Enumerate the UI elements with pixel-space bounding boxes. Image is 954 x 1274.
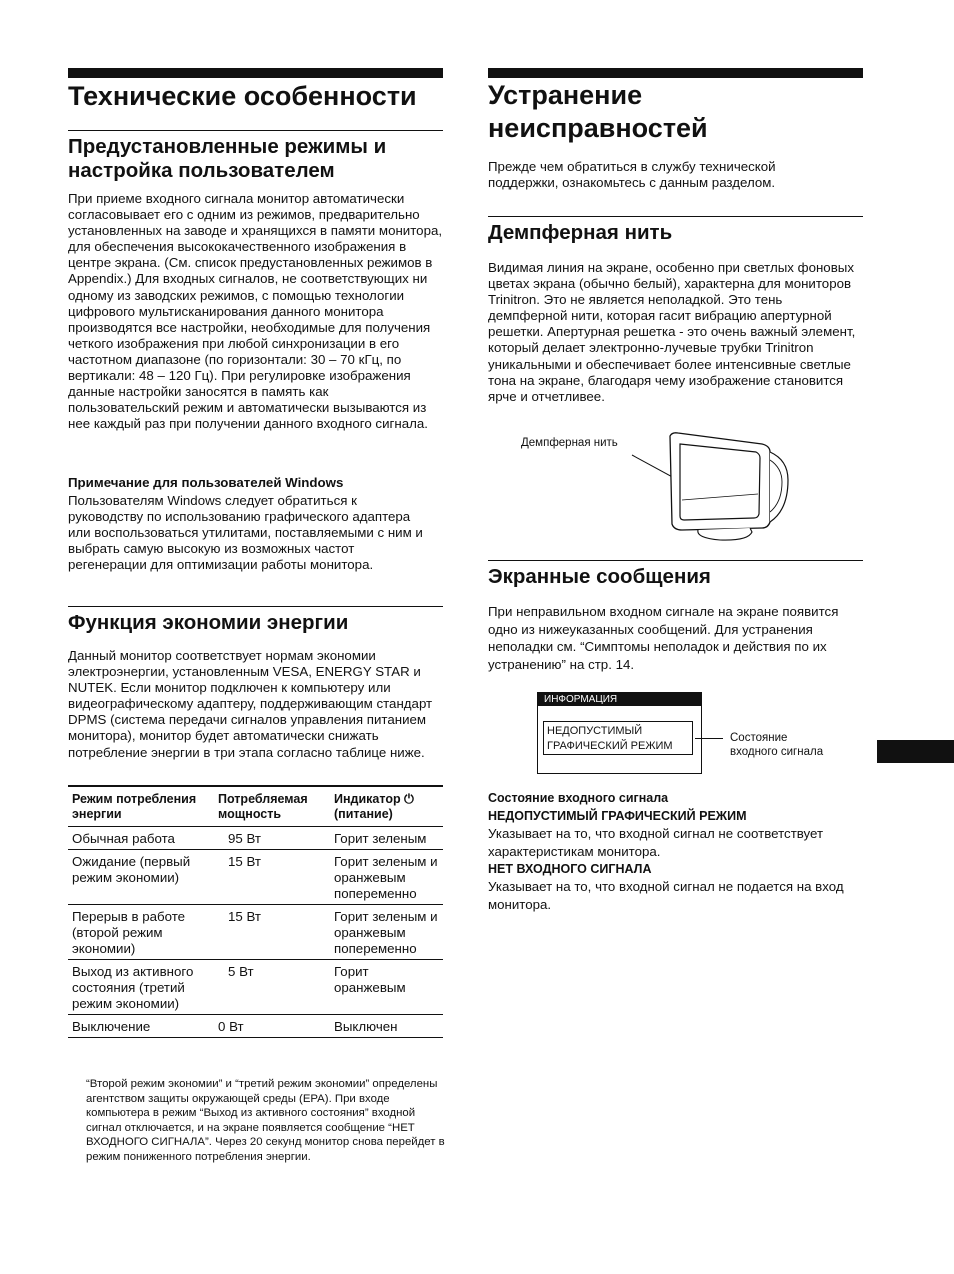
table-row <box>68 850 443 905</box>
windows-note-title: Примечание для пользователей Windows <box>68 475 344 490</box>
table-cell: 5 Вт <box>228 964 254 979</box>
damper-body: Видимая линия на экране, особенно при светлых фоновых цветах экрана (обычно белый), характерна для мониторов Trinitron. Это не является неполадкой. Это тень демпферной нити, которая гасит вибрацию апертурной решетки. Апертурная решетка - это очень важный элемент, который делает электронно-лучевые трубки Trinitron уникальными и обеспечивает более интенсивные светлые тона на экране, благодаря чему изображение становится ярче и отчетливее. <box>488 260 856 404</box>
damper-heading: Демпферная нить <box>488 221 673 244</box>
table-cell: Выход из активного состояния (третий режим экономии) <box>72 964 194 1011</box>
section-divider <box>488 560 863 561</box>
table-header-row <box>68 786 443 827</box>
table-cell: Обычная работа <box>72 831 175 846</box>
page-title-tech-features: Технические особенности <box>68 81 417 111</box>
section-divider <box>488 216 863 217</box>
messages-body: При неправильном входном сигнале на экране появится одно из нижеуказанных сообщений. Для устранения неполадки см. “Симптомы неполадок и действия по их устранению” на стр. 14. <box>488 604 839 672</box>
table-cell: Перерыв в работе (второй режим экономии) <box>72 909 186 956</box>
damper-figure-label: Демпферная нить <box>521 437 618 449</box>
table-cell: Горит оранжевым <box>334 964 406 995</box>
table-cell: 15 Вт <box>228 854 262 869</box>
table-header-indicator: Индикатор ⏻ (питание) <box>334 792 414 821</box>
messages-heading: Экранные сообщения <box>488 565 711 588</box>
power-heading: Функция экономии энергии <box>68 611 349 634</box>
right-title-bar <box>488 68 863 78</box>
no-signal-body: Указывает на то, что входной сигнал не подается на вход монитора. <box>488 879 844 912</box>
table-cell: 95 Вт <box>228 831 262 846</box>
table-cell: Выключен <box>334 1019 398 1034</box>
table-cell: Горит зеленым и оранжевым попеременно <box>334 854 438 901</box>
table-header-power: Потребляемая мощность <box>218 792 308 821</box>
table-cell: Горит зеленым и оранжевым попеременно <box>334 909 438 956</box>
page-title-troubleshooting: Устранение неисправностей <box>488 80 708 143</box>
table-row <box>68 1015 443 1038</box>
power-body: Данный монитор соответствует нормам экономии электроэнергии, установленным VESA, ENERGY STAR и NUTEK. Если монитор подключен к компьютеру или видеографическому адаптеру, поддерживающим стандарт DPMS (система передачи сигналов управления питанием монитора), монитор будет автоматически снижать потребление энергии в три этапа согласно таблице ниже. <box>68 648 433 760</box>
left-title-bar <box>68 68 443 78</box>
osd-callout-label <box>730 731 823 759</box>
page-edge-tab <box>877 740 954 763</box>
table-row <box>68 827 443 850</box>
table-cell: 15 Вт <box>228 909 262 924</box>
osd-message-frame <box>543 721 693 755</box>
section-divider <box>68 606 443 607</box>
preset-heading: Предустановленные режимы и настройка пользователем <box>68 135 387 182</box>
invalid-mode-title: НЕДОПУСТИМЫЙ ГРАФИЧЕСКИЙ РЕЖИМ <box>488 809 747 823</box>
table-cell: Горит зеленым <box>334 831 427 846</box>
no-signal-title: НЕТ ВХОДНОГО СИГНАЛА <box>488 862 652 876</box>
table-row <box>68 960 443 1015</box>
signal-state-title: Состояние входного сигнала <box>488 791 669 805</box>
table-cell: 0 Вт <box>218 1019 244 1034</box>
osd-message-box <box>537 692 702 774</box>
osd-callout-line1: Состояние <box>730 732 788 744</box>
epa-footnote: “Второй режим экономии” и “третий режим экономии” определены агентством защиты окружающей среды (EPA). При входе компьютера в режим “Выход из активного состояния” входной сигнал отключается, и на экране появляется сообщение “НЕТ ВХОДНОГО СИГНАЛА”. Через 20 секунд монитор снова перейдет в режим пониженного потребления энергии. <box>86 1078 445 1163</box>
table-cell: Ожидание (первый режим экономии) <box>72 854 191 885</box>
power-modes-table <box>68 785 443 1038</box>
invalid-mode-body: Указывает на то, что входной сигнал не соответствует характеристикам монитора. <box>488 826 824 859</box>
osd-line-2: ГРАФИЧЕСКИЙ РЕЖИМ <box>547 740 673 752</box>
osd-callout-line2: входного сигнала <box>730 746 824 758</box>
section-divider <box>68 130 443 131</box>
osd-line-1: НЕДОПУСТИМЫЙ <box>547 725 643 737</box>
monitor-illustration <box>620 430 795 542</box>
preset-body: При приеме входного сигнала монитор автоматически согласовывает его с одним из режимов, предварительно установленных на заводе и хранящихся в памяти монитора, для обеспечения высококачественного изображения в центре экрана. (См. список предустановленных режимов в Appendix.) Для входных сигналов, не соответствующих ни одному из заводских режимов, с помощью технологии цифрового мультисканирования данного монитора производятся все настройки, необходимые для получения четкого изображения при любой синхронизации в его частотном диапазоне (по горизонтали: 30 – 70 кГц, по вертикали: 48 – 120 Гц). При регулировке изображения данные настройки заносятся в память как пользовательский режим и автоматически вызываются из нее каждый раз при получении данного входного сигнала. <box>68 191 443 432</box>
osd-title-bar: ИНФОРМАЦИЯ <box>538 693 701 706</box>
table-header-mode: Режим потребления энергии <box>72 792 197 821</box>
troubleshooting-intro: Прежде чем обратиться в службу технической поддержки, ознакомьтесь с данным разделом. <box>488 159 776 191</box>
windows-note-body: Пользователям Windows следует обратиться к руководству по использованию графического адаптера или воспользоваться утилитами, поставляемыми с ним и выбрать самую высокую из возможных частот регенерации для оптимизации работы монитора. <box>68 493 423 573</box>
table-row <box>68 905 443 960</box>
osd-callout-line <box>695 738 723 739</box>
table-cell: Выключение <box>72 1019 151 1034</box>
